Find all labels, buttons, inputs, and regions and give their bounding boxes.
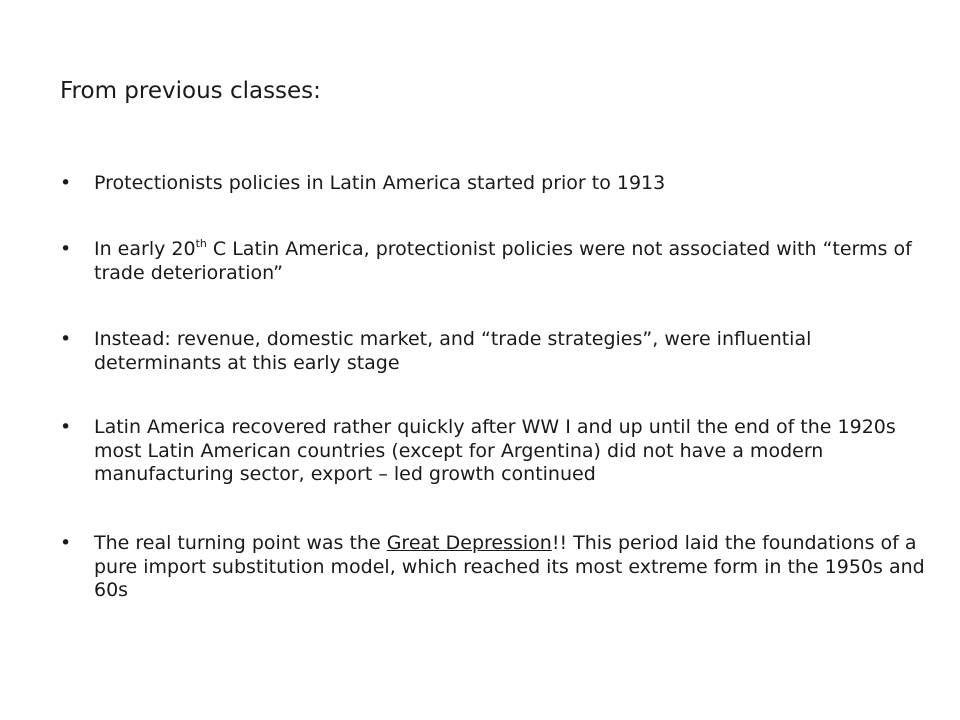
- bullet-text-part: The real turning point was the: [94, 532, 387, 554]
- bullet-text-part: Protectionists policies in Latin America started prior to 1913: [94, 172, 666, 194]
- bullet-text: [94, 416, 926, 487]
- bullet-text: [94, 172, 926, 196]
- bullet-text-part: In early 20: [94, 238, 196, 260]
- bullet-icon: •: [60, 172, 72, 194]
- bullet-text: [94, 328, 926, 375]
- bullet-text-part: C Latin America, protectionist policies were not associated with “terms of trade deterioration”: [94, 238, 912, 284]
- superscript: th: [195, 237, 207, 250]
- bullet-icon: •: [60, 328, 72, 350]
- bullet-icon: •: [60, 532, 72, 554]
- bullet-icon: •: [60, 416, 72, 438]
- bullet-text-part: Instead: revenue, domestic market, and “trade strategies”, were influential determinants at this early stage: [94, 328, 812, 374]
- bullet-text: [94, 532, 926, 603]
- bullet-text-part: Latin America recovered rather quickly after WW I and up until the end of the 1920s most Latin American countries (except for Argentina) did not have a modern manufacturing sector, export – led growth continued: [94, 416, 896, 485]
- bullet-text-part: !! This period laid the foundations of a pure import substitution model, which reached its most extreme form in the 1950s and 60s: [94, 532, 925, 601]
- bullet-text: [94, 238, 926, 285]
- bullet-icon: •: [60, 238, 72, 260]
- underlined-text: Great Depression: [386, 532, 552, 554]
- slide-title: From previous classes:: [60, 78, 321, 104]
